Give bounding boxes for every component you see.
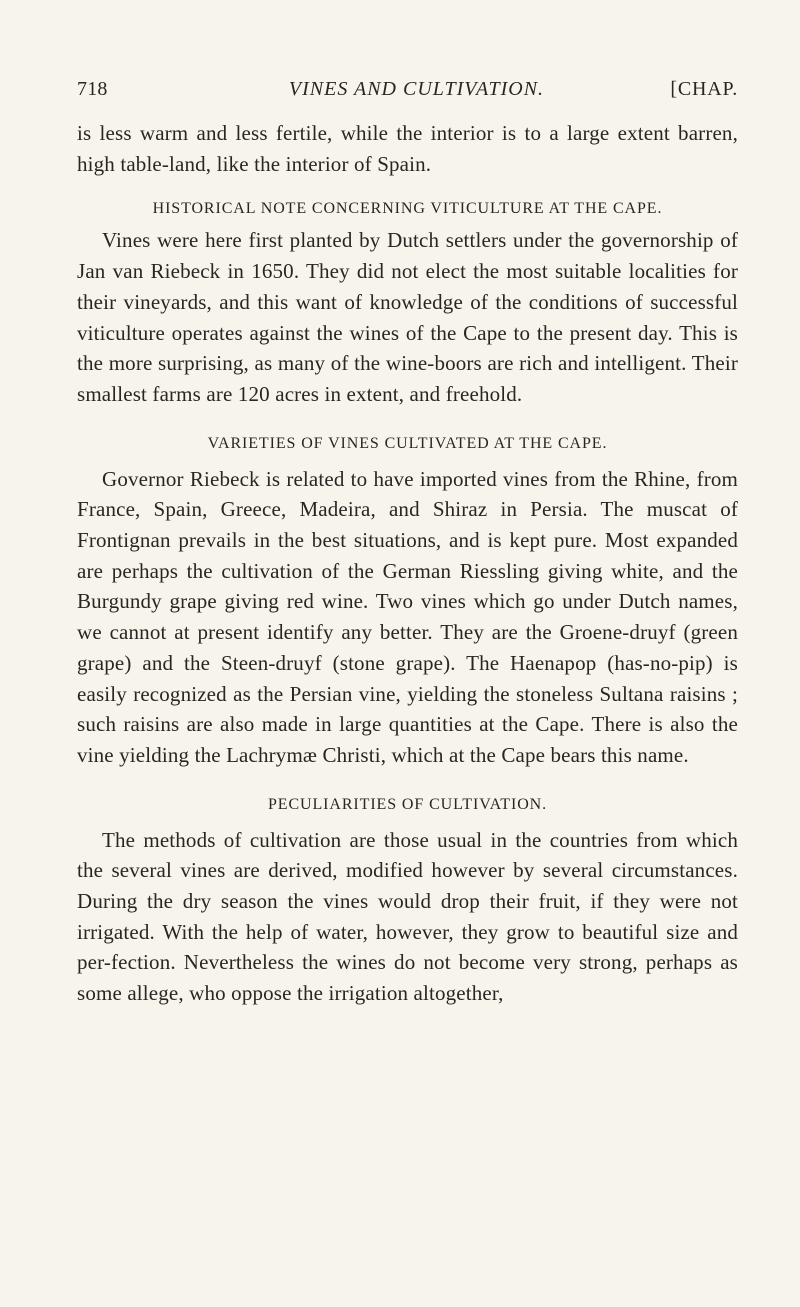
section-heading-varieties: VARIETIES OF VINES CULTIVATED AT THE CAPE. bbox=[207, 434, 608, 452]
running-header bbox=[77, 78, 738, 106]
chapter-marker: [CHAP. bbox=[670, 78, 738, 100]
section-heading-historical-note: HISTORICAL NOTE CONCERNING VITICULTURE AT THE CAPE. bbox=[152, 200, 663, 218]
peculiarities-paragraph: The methods of cultivation are those usual in the countries from which the several vines are derived, modified however by several circumstances. During the dry season the vines would drop their fruit, if they were not irrigated. With the help of water, however, they grow to beautiful size and per-fection. Nevertheless the wines do not become very strong, perhaps as some allege, who oppose the irrigation altogether, bbox=[77, 827, 738, 1006]
page-number: 718 bbox=[77, 78, 108, 100]
running-title: VINES AND CULTIVATION. bbox=[288, 78, 545, 100]
varieties-paragraph: Governor Riebeck is related to have imported vines from the Rhine, from France, Spain, Greece, Madeira, and Shiraz in Persia. The muscat of Frontignan prevails in the best situations, and is kept pure. Most expanded are perhaps the cultivation of the German Riessling giving white, and the Burgundy grape giving red wine. Two vines which go under Dutch names, we cannot at present identify any better. They are the Groene-druyf (green grape) and the Steen-druyf (stone grape). The Haenapop (has-no-pip) is easily recognized as the Persian vine, yielding the stoneless Sultana raisins ; such raisins are also made in large quantities at the Cape. There is also the vine yielding the Lachrymæ Christi, which at the Cape bears this name. bbox=[77, 466, 738, 767]
section-heading-peculiarities: PECULIARITIES OF CULTIVATION. bbox=[268, 795, 547, 813]
continued-paragraph: is less warm and less fertile, while the interior is to a large extent barren, high table-land, like the interior of Spain. bbox=[77, 121, 738, 176]
historical-note-paragraph: Vines were here first planted by Dutch settlers under the governorship of Jan van Riebeck in 1650. They did not elect the most suitable localities for their vineyards, and this want of knowledge of the conditions of successful viticulture operates against the wines of the Cape to the present day. This is the more surprising, as many of the wine-boors are rich and intelligent. Their smallest farms are 120 acres in extent, and freehold. bbox=[77, 228, 738, 406]
page-body bbox=[77, 118, 738, 1009]
